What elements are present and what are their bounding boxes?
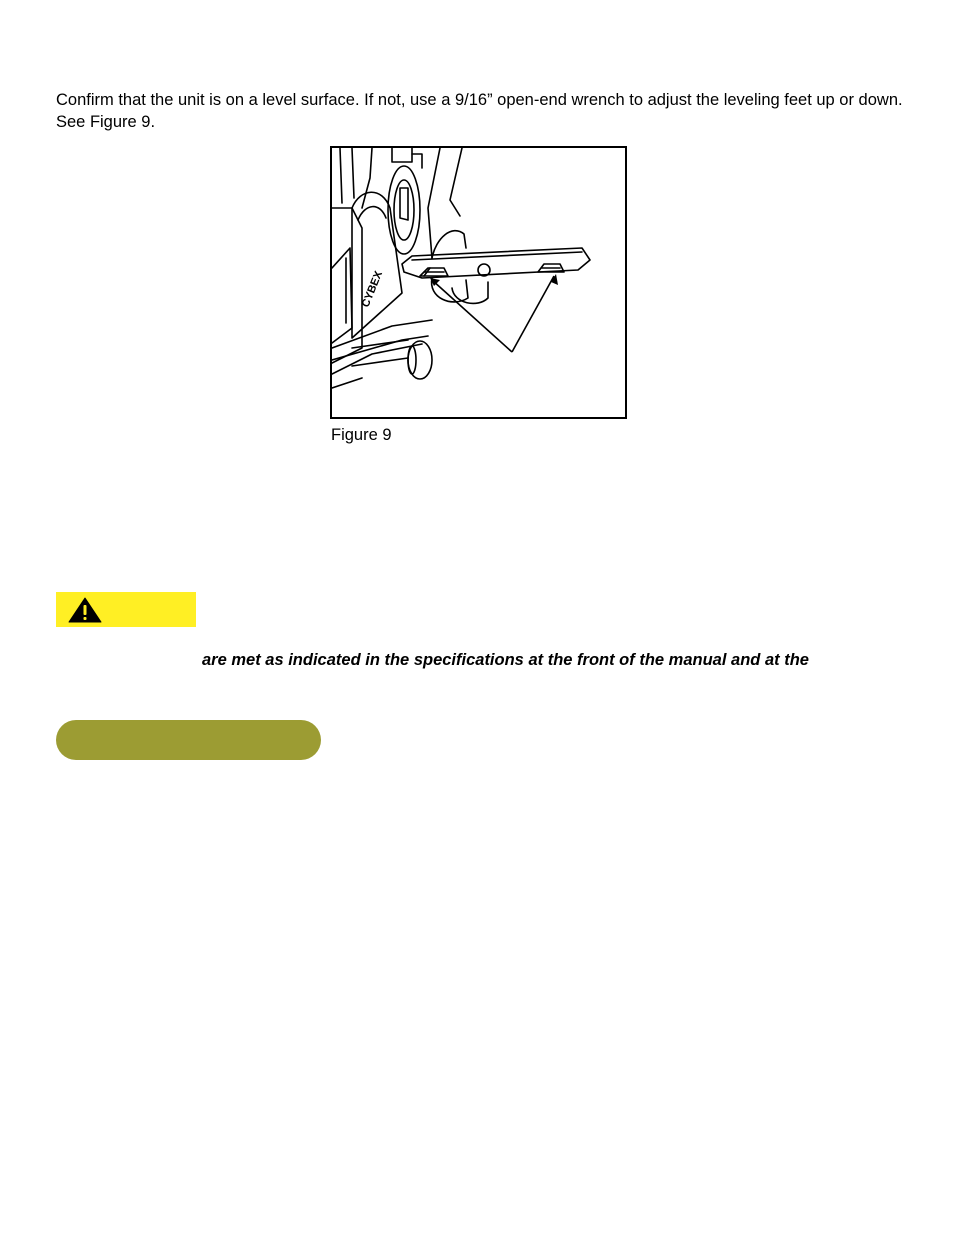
figure-9-illustration: [330, 146, 627, 419]
warning-triangle-icon: [68, 597, 102, 623]
caution-badge: [56, 592, 196, 627]
brand-logo: CYBEX: [359, 269, 385, 310]
intro-paragraph: Confirm that the unit is on a level surface. If not, use a 9/16” open-end wrench to adjust the leveling feet up or down. See Figure 9.: [56, 91, 903, 131]
figure-caption: Figure 9: [331, 426, 392, 444]
caution-text: are met as indicated in the specifications at the front of the manual and at the: [202, 651, 809, 669]
section-header-pill: [56, 720, 321, 760]
